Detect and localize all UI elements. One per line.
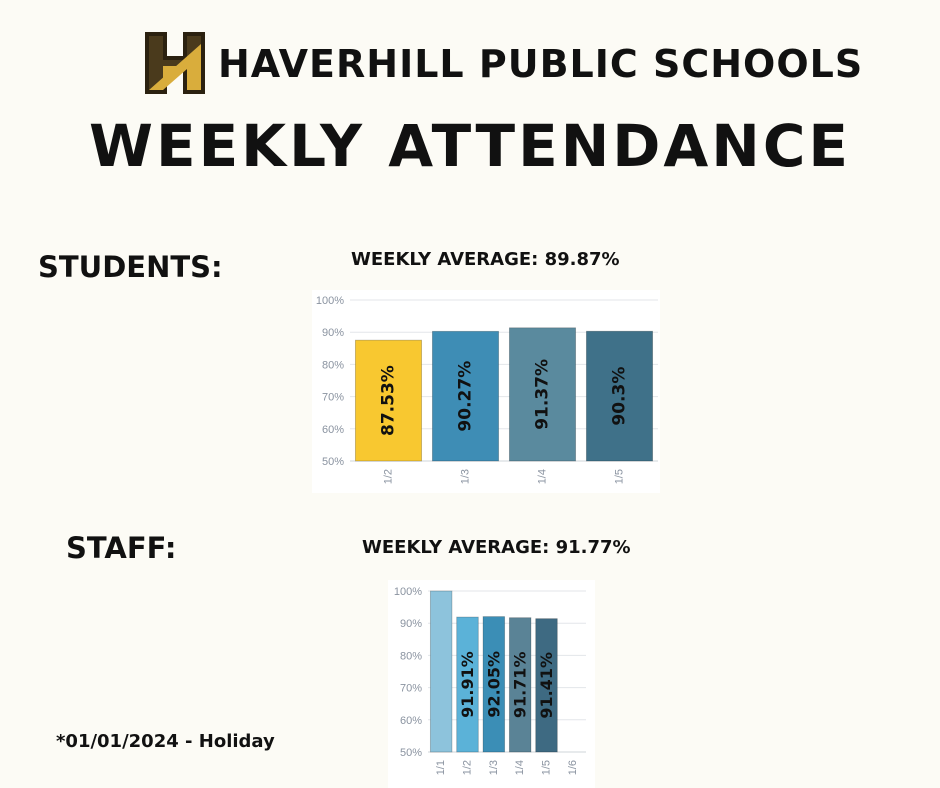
bar-data-label: 91.37%	[532, 358, 553, 430]
y-tick-label: 100%	[393, 586, 422, 598]
y-tick-label: 80%	[399, 650, 422, 663]
staff-label: STAFF:	[66, 531, 177, 565]
y-tick-label: 90%	[399, 618, 422, 631]
bar-data-label: 90.3%	[609, 366, 630, 426]
students-chart	[312, 290, 660, 493]
staff-chart	[388, 580, 595, 788]
y-tick-label: 90%	[321, 327, 344, 340]
y-tick-label: 100%	[315, 295, 344, 307]
y-tick-label: 50%	[399, 747, 422, 759]
staff-chart-svg	[388, 580, 595, 788]
x-tick-label: 1/4	[514, 760, 527, 776]
x-tick-label: 1/6	[566, 760, 579, 776]
school-logo	[143, 30, 207, 96]
x-tick-label: 1/3	[487, 760, 500, 776]
x-tick-label: 1/2	[461, 760, 474, 776]
x-tick-label: 1/1	[435, 760, 448, 776]
y-tick-label: 50%	[321, 456, 344, 468]
students-weekly-average: WEEKLY AVERAGE: 89.87%	[351, 249, 620, 270]
students-label: STUDENTS:	[38, 250, 223, 284]
x-tick-label: 1/5	[613, 469, 626, 485]
bar-data-label: 91.71%	[510, 651, 530, 719]
x-tick-label: 1/2	[382, 469, 395, 485]
y-tick-label: 60%	[321, 423, 344, 436]
org-name: HAVERHILL PUBLIC SCHOOLS	[218, 42, 864, 86]
bar-data-label: 91.41%	[537, 652, 556, 719]
x-tick-label: 1/5	[540, 760, 553, 776]
x-tick-label: 1/4	[536, 469, 549, 485]
bar-data-label: 90.27%	[455, 360, 476, 432]
bar	[430, 591, 452, 752]
bar-data-label: 92.05%	[484, 650, 504, 718]
x-tick-label: 1/3	[459, 469, 472, 485]
holiday-footnote: *01/01/2024 - Holiday	[56, 731, 275, 752]
y-tick-label: 70%	[321, 391, 344, 404]
students-chart-svg	[312, 290, 660, 493]
y-tick-label: 60%	[399, 714, 422, 727]
y-tick-label: 80%	[321, 359, 344, 372]
bar-data-label: 87.53%	[378, 365, 399, 436]
page-title: WEEKLY ATTENDANCE	[88, 112, 852, 180]
staff-weekly-average: WEEKLY AVERAGE: 91.77%	[362, 537, 631, 558]
y-tick-label: 70%	[399, 682, 422, 695]
bar-data-label: 91.91%	[458, 651, 477, 718]
